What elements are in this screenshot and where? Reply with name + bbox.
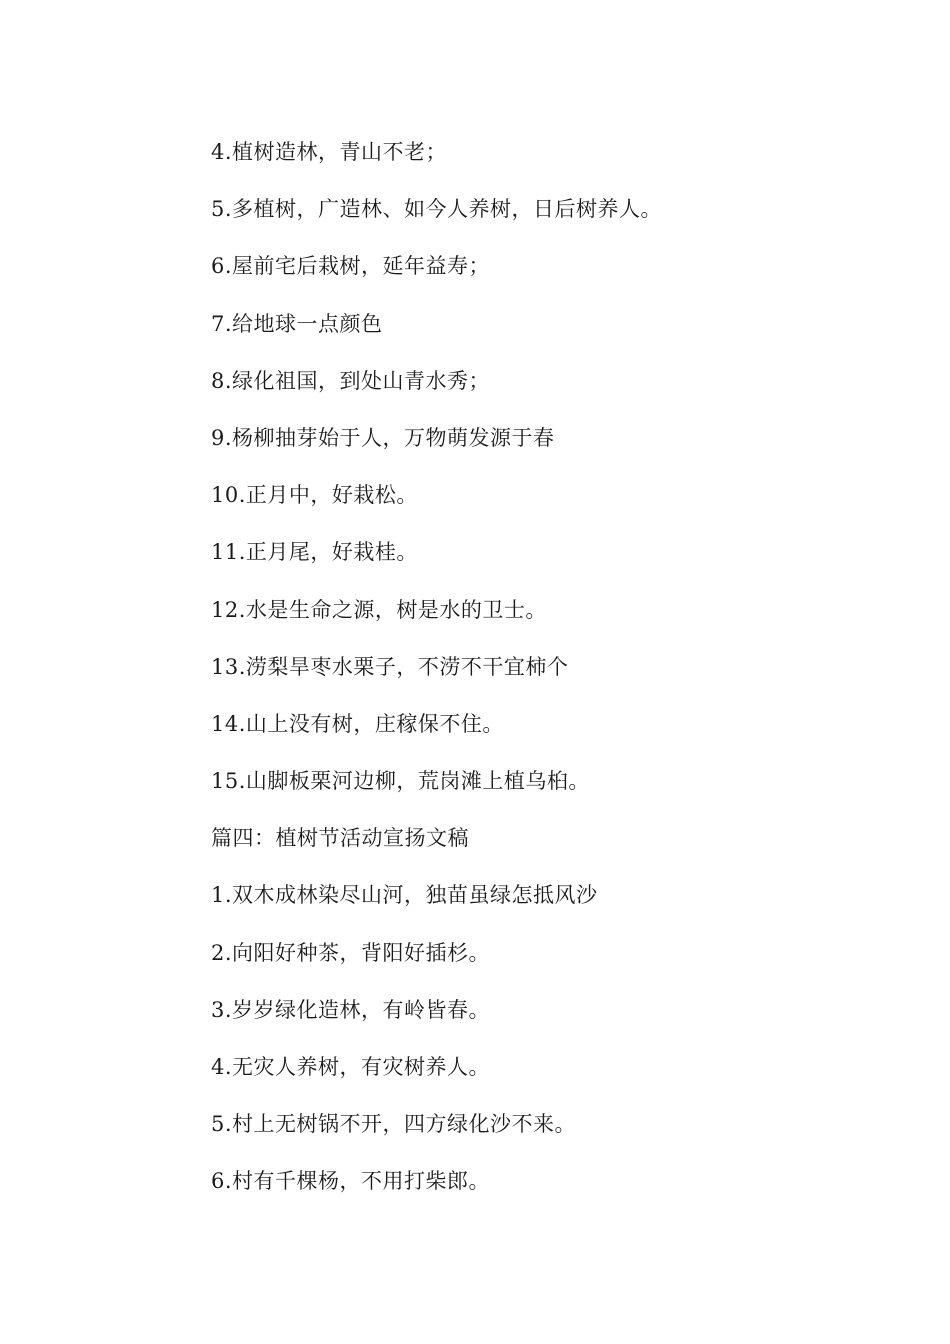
text-line: 6.屋前宅后栽树，延年益寿；	[211, 254, 491, 279]
text-line: 15.山脚板栗河边柳，荒岗滩上植乌桕。	[211, 769, 590, 794]
text-line: 5.村上无树锅不开，四方绿化沙不来。	[211, 1112, 577, 1137]
text-line: 5.多植树，广造林、如今人养树，日后树养人。	[211, 197, 663, 222]
text-line: 13.涝梨旱枣水栗子，不涝不干宜柿个	[211, 654, 569, 679]
section-heading: 篇四：植树节活动宣扬文稿	[211, 826, 469, 851]
text-line: 10.正月中，好栽松。	[211, 483, 418, 508]
text-line: 4.植树造林，青山不老；	[211, 140, 448, 164]
text-line: 8.绿化祖国，到处山青水秀；	[211, 368, 491, 393]
text-line: 2.向阳好种茶，背阳好插杉。	[211, 940, 491, 965]
text-line: 6.村有千棵杨，不用打柴郎。	[211, 1169, 491, 1194]
text-line: 12.水是生命之源，树是水的卫士。	[211, 597, 547, 622]
document-body	[211, 136, 911, 1223]
text-line: 4.无灾人养树，有灾树养人。	[211, 1055, 491, 1079]
text-line: 7.给地球一点颜色	[211, 311, 383, 336]
text-line: 9.杨柳抽芽始于人，万物萌发源于春	[211, 425, 555, 450]
text-line: 14.山上没有树，庄稼保不住。	[211, 711, 504, 736]
text-line: 3.岁岁绿化造林，有岭皆春。	[211, 997, 491, 1022]
text-line: 11.正月尾，好栽桂。	[211, 540, 418, 565]
text-line: 1.双木成林染尽山河，独苗虽绿怎抵风沙	[211, 883, 598, 908]
